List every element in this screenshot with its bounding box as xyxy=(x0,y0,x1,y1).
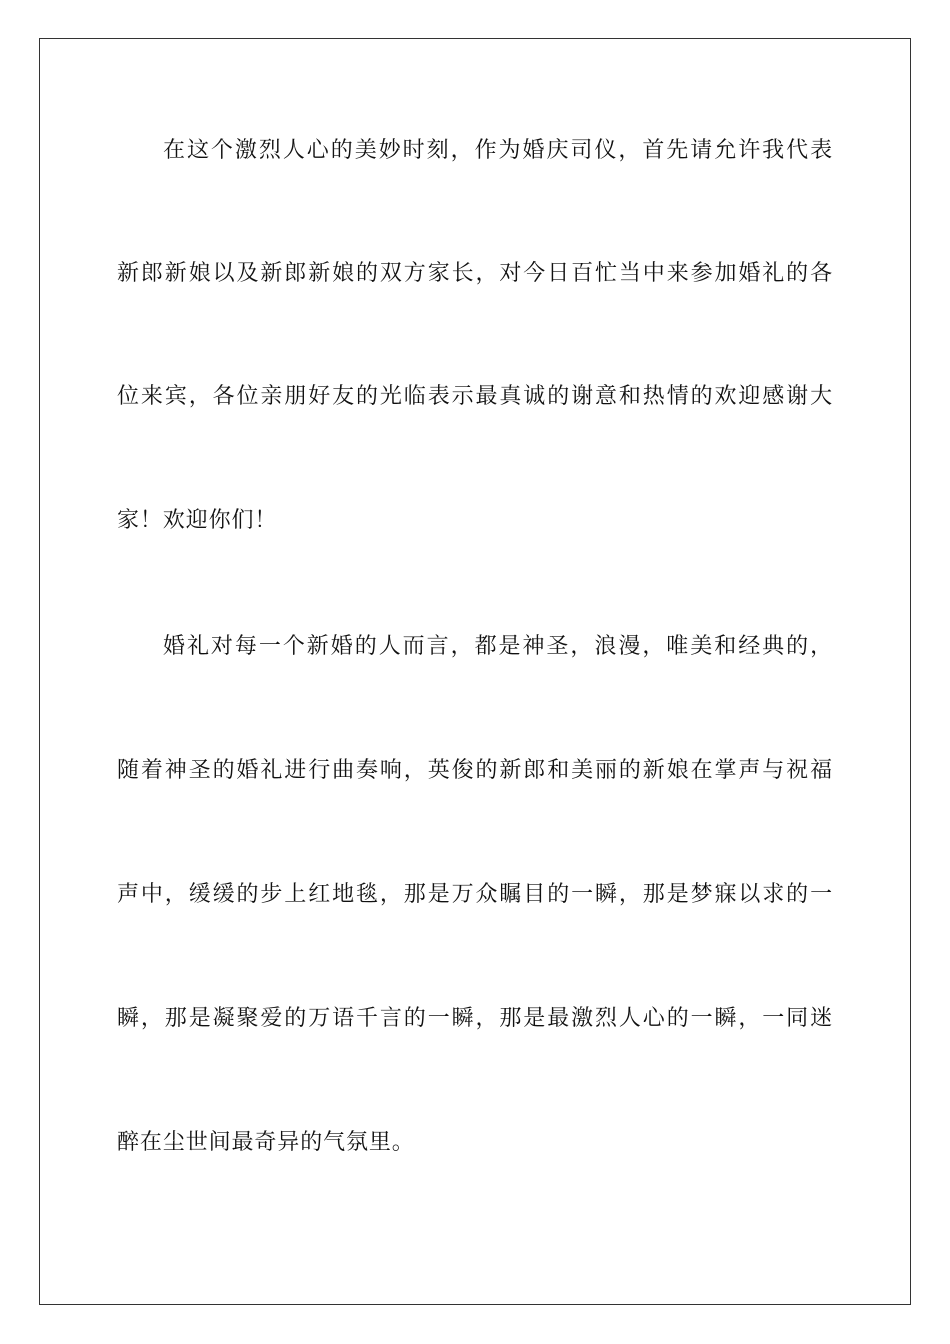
paragraph-line: 在这个激烈人心的美妙时刻，作为婚庆司仪，首先请允许我代表 xyxy=(163,138,833,163)
paragraph-line: 家！欢迎你们！ xyxy=(117,508,278,533)
paragraph-line: 醉在尘世间最奇异的气氛里。 xyxy=(117,1130,415,1155)
paragraph-line: 瞬，那是凝聚爱的万语千言的一瞬，那是最激烈人心的一瞬，一同迷 xyxy=(117,1006,833,1031)
paragraph-line: 随着神圣的婚礼进行曲奏响，英俊的新郎和美丽的新娘在掌声与祝福 xyxy=(117,758,833,783)
paragraph-line: 新郎新娘以及新郎新娘的双方家长，对今日百忙当中来参加婚礼的各 xyxy=(117,261,833,286)
paragraph-line: 声中，缓缓的步上红地毯，那是万众瞩目的一瞬，那是梦寐以求的一 xyxy=(117,882,833,907)
paragraph-line: 婚礼对每一个新婚的人而言，都是神圣，浪漫，唯美和经典的， xyxy=(163,634,833,659)
paragraph-line: 位来宾，各位亲朋好友的光临表示最真诚的谢意和热情的欢迎感谢大 xyxy=(117,384,833,409)
page-border xyxy=(39,38,911,1305)
